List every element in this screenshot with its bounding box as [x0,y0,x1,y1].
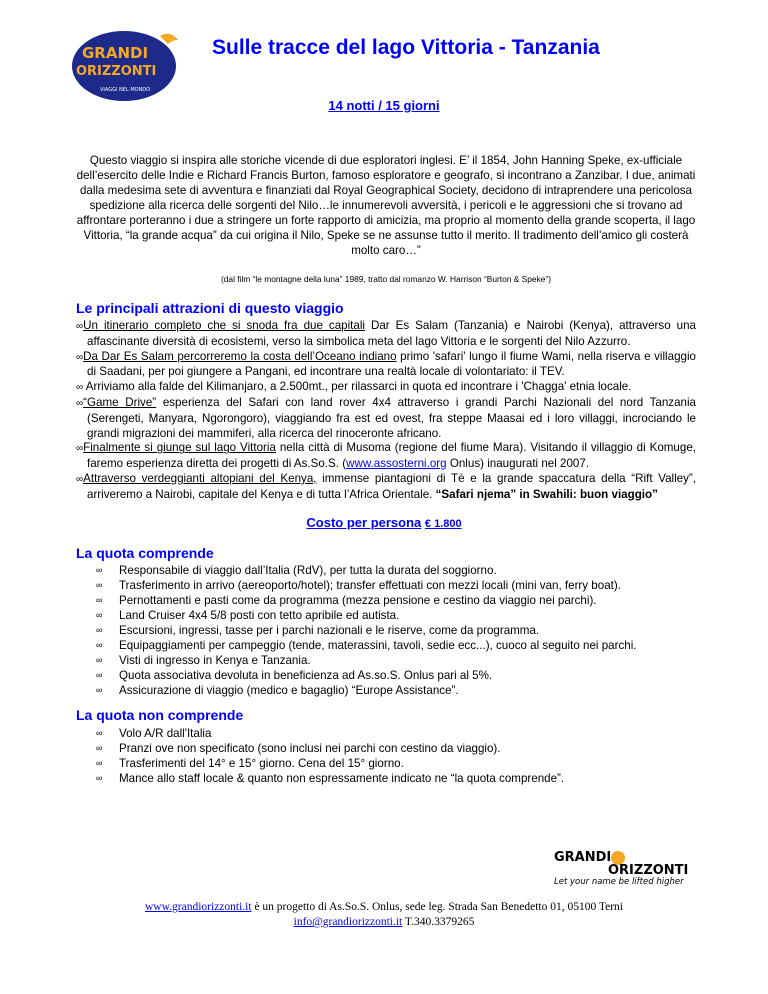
infinity-bullet-icon: ∞ [96,625,103,635]
infinity-bullet-icon: ∞ [76,397,84,409]
infinity-bullet-icon: ∞ [96,565,103,575]
list-item: ∞ Volo A/R dall'Italia [96,727,212,740]
infinity-bullet-icon: ∞ [96,580,103,590]
list-item: ∞ Pernottamenti e pasti come da programma (mezza pensione e cestino da viaggio nei parchi). [96,594,597,607]
infinity-bullet-icon: ∞ [96,595,103,605]
infinity-bullet-icon: ∞ [96,655,103,665]
footer-logo-tagline: Let your name be lifted higher [554,877,684,886]
list-item: ∞ Trasferimenti del 14° e 15° giorno. Cena del 15° giorno. [96,757,404,770]
footer-logo-line2: ORIZZONTI [608,863,689,878]
email-link[interactable]: info@grandiorizzonti.it [293,916,403,928]
infinity-bullet-icon: ∞ [76,443,84,455]
cost-amount: € 1.800 [424,518,462,530]
infinity-bullet-icon: ∞ [76,321,84,332]
infinity-bullet-icon: ∞ [96,743,103,753]
infinity-bullet-icon: ∞ [96,610,103,620]
list-item: ∞ Quota associativa devoluta in beneficienza ad As.so.S. Onlus pari al 5%. [96,669,493,682]
list-item: ∞ Equipaggiamenti per campeggio (tende, materassini, tavoli, sedie ecc...), cuoco al seguito nei parchi. [96,639,637,652]
list-item: ∞ Responsabile di viaggio dall’Italia (RdV), per tutta la durata del soggiorno. [96,564,497,577]
logo-tagline: VIAGGI NEL MONDO [100,87,151,93]
logo-line1: GRANDI [82,44,149,62]
list-item: ∞ Visti di ingresso in Kenya e Tanzania. [96,654,311,667]
logo-line2: ORIZZONTI [76,64,157,79]
infinity-bullet-icon: ∞ [96,685,103,695]
footer-logo-line1: GRANDI [554,850,612,865]
list-item: ∞ Trasferimento in arrivo (aereoporto/hotel); transfer effettuati con mezzi locali (mini van, ferry boat). [96,579,621,592]
intro-note: (dal film “le montagne della luna” 1989, tratto dal romanzo W. Harrison “Burton & Speke”) [220,274,552,284]
footer: www.grandiorizzonti.it è un progetto di As.So.S. Onlus, sede leg. Strada San Benedetto 01, 05100 Terni info@grandiorizzonti.it T.340.3379265 [145,901,623,928]
grandi-orizzonti-logo [68,28,186,104]
attractions-title: Le principali attrazioni di questo viaggio [76,300,344,316]
infinity-bullet-icon: ∞ [96,758,103,768]
attraction-item: ∞Attraverso verdeggianti altopiani del Kenya, immense piantagioni di Tè e la grande spaccatura della “Rift Valley”, arriveremo a Nairobi, capitale del Kenya e di tutta l’Africa Orientale. “Safari njema” in Swahili: buon viaggio” [76,471,696,501]
infinity-bullet-icon: ∞ [96,640,103,650]
excluded-list [96,726,564,786]
list-item: ∞ Mance allo staff locale & quanto non espressamente indicato ne “la quota comprende”. [96,772,565,785]
attraction-item: ∞Finalmente si giunge sul lago Vittoria nella città di Musoma (regione del fiume Mara). Visitando il villaggio di Komuge, faremo esperienza diretta dei progetti di As.So.S. (www.assosterni.org Onlus) inaugurati nel 2007. [76,441,696,471]
page-title: Sulle tracce del lago Vittoria - Tanzania [212,36,600,59]
attraction-item: ∞Da Dar Es Salam percorreremo la costa dell’Oceano indiano primo 'safari' lungo il fiume Wami, nella riserva e villaggio di Saadani, per poi giungere a Pangani, ed incontrare una realtà locale di volontariato: il TEV. [76,349,696,379]
infinity-bullet-icon: ∞ [96,728,103,738]
list-item: ∞ Assicurazione di viaggio (medico e bagaglio) “Europe Assistance”. [96,684,459,697]
assosterni-link[interactable]: www.assosterni.org [346,457,447,471]
list-item: ∞ Land Cruiser 4x4 5/8 posti con tetto apribile ed autista. [96,609,400,622]
included-title: La quota comprende [76,545,214,561]
attraction-item: ∞ Arriviamo alla falde del Kilimanjaro, a 2.500mt., per rilassarci in quota ed incontrare i 'Chagga' etnia locale. [76,380,632,394]
intro-text: Questo viaggio si inspira alle storiche vicende di due esploratori inglesi. E’ il 1854, John Hanning Speke, ex-ufficiale dell’esercito delle Indie e Richard Francis Burton, famoso esploratore e geografo, si incontrano a Zanzibar. I due, animati dalla medesima sete di avventura e finanziati dal Royal Geographical Society, decidono di intraprendere una pericolosa spedizione alla ricerca delle sorgenti del Nilo…le innumerevoli avversità, i pericoli e le aggressioni che si trovano ad affrontare porteranno i due a stringere un forte rapporto di amicizia, ma proprio al momento della grande scoperta, il lago Vittoria, “la grande acqua” da cui origina il Nilo, Speke se ne assunse tutto il merito. Il tradimento dell’amico gli costerà molto caro…” [76,154,696,257]
infinity-bullet-icon: ∞ [76,473,84,485]
footer-logo [552,846,717,886]
excluded-title: La quota non comprende [76,707,244,723]
list-item: ∞ Pranzi ove non specificato (sono inclusi nei parchi con cestino da viaggio). [96,742,501,755]
website-link[interactable]: www.grandiorizzonti.it [145,901,252,913]
included-list [96,563,637,698]
infinity-bullet-icon: ∞ [76,351,84,363]
attractions-list [76,319,696,503]
list-item: ∞ Escursioni, ingressi, tasse per i parchi nazionali e le riserve, come da programma. [96,624,540,637]
cost-per-person: Costo per persona € 1.800 [306,515,462,530]
attraction-item: ∞Un itinerario completo che si snoda fra due capitali Dar Es Salam (Tanzania) e Nairobi (Kenya), attraverso una affascinante diversità di ecosistemi, verso la simbolica meta del lago Vittoria e le sorgenti del Nilo Azzurro. [76,319,696,348]
trip-duration: 14 notti / 15 giorni [328,98,440,113]
infinity-bullet-icon: ∞ [96,670,103,680]
infinity-bullet-icon: ∞ [76,382,84,394]
attraction-item: ∞“Game Drive” esperienza del Safari con land rover 4x4 attraverso i grandi Parchi Nazionali del nord Tanzania (Serengeti, Manyara, Ngorongoro), viaggiando fra est ed ovest, fra steppe Maasai ed i loro villaggi, incrociando le grandi migrazioni dei mammiferi, alla ricerca del rinoceronte africano. [76,395,696,440]
infinity-bullet-icon: ∞ [96,773,103,783]
